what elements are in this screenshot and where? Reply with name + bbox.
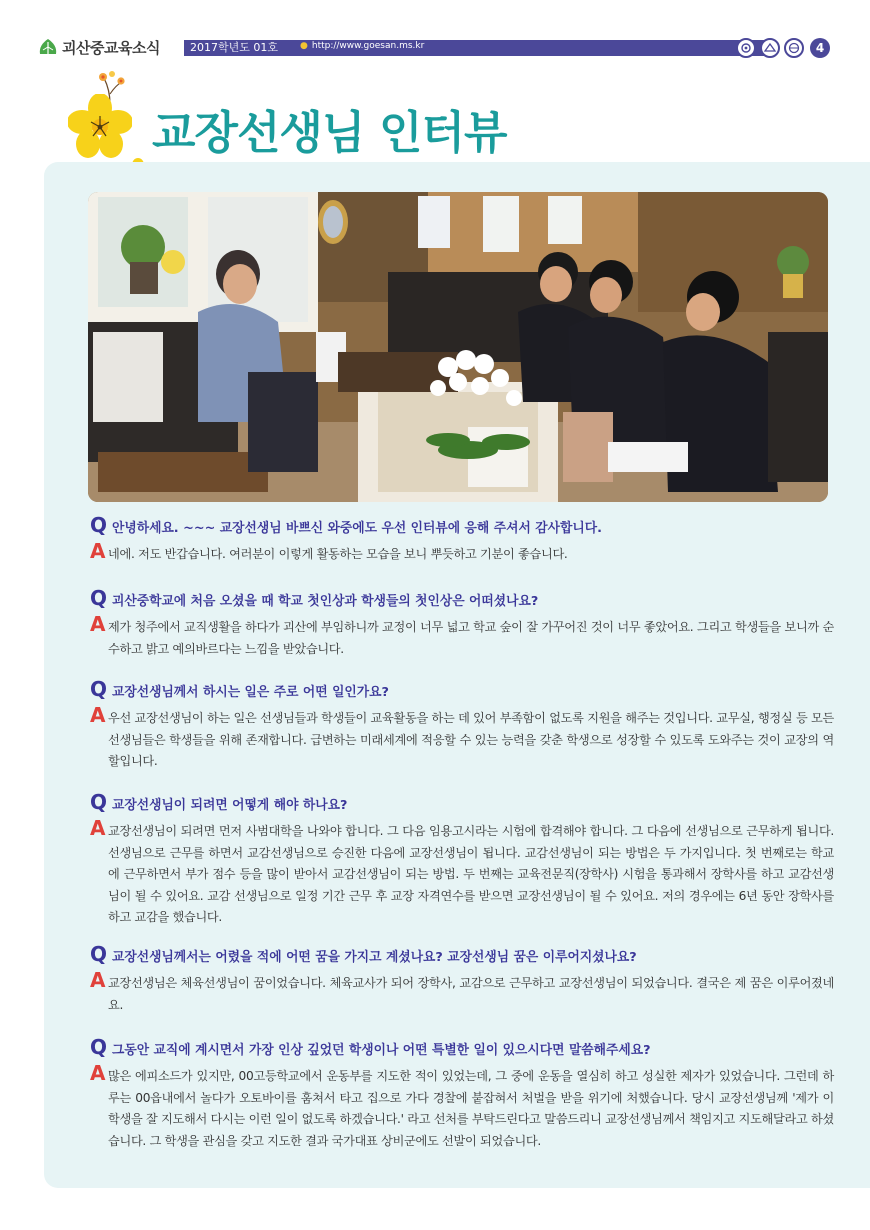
qa-block [90, 513, 834, 566]
page-header [38, 36, 838, 60]
issue-label: 2017학년도 01호 [190, 41, 278, 54]
question-marker: Q [90, 1035, 108, 1059]
qa-block [90, 1035, 834, 1152]
answer: A 네에. 저도 반갑습니다. 여러분이 이렇게 활동하는 모습을 보니 뿌듯하고 기분이 좋습니다. [90, 539, 568, 563]
website-url: ● http://www.goesan.ms.kr [300, 41, 425, 51]
question: Q 교장선생님이 되려면 어떻게 해야 하나요? [90, 790, 348, 814]
answer: A 많은 에피소드가 있지만, 00고등학교에서 운동부를 지도한 적이 있었는데, 그 중에 운동을 열심히 하고 성실한 제자가 있었습니다. 그런데 하루는 00읍내에서 놀다가 오토바이를 훔쳐서 타고 집으로 가다 경찰에 붙잡혀서 처벌을 받을 위기에 처했습니다. 당시 교장선생님께 '제가 이 학생을 잘 지도해서 다시는 이런 일이 없도록 하겠습니다.' 라고 선처를 부탁드린다고 말씀드리니 교장선생님께서 책임지고 지도해달라고 하셨습니다. 그 학생을 관심을 갖고 지도한 결과 국가대표 상비군에도 선발이 되었습니다. [90, 1061, 834, 1148]
newsletter-brand: 괴산중교육소식 [62, 39, 160, 57]
yellow-flower-icon [68, 94, 132, 158]
question: Q 교장선생님께서는 어렸을 적에 어떤 꿈을 가지고 계셨나요? 교장선생님 꿈은 이루어지셨나요? [90, 942, 637, 966]
answer-marker: A [90, 816, 106, 840]
answer-marker: A [90, 703, 106, 727]
answer-marker: A [90, 612, 106, 636]
answer: A 교장선생님은 체육선생님이 꿈이었습니다. 체육교사가 되어 장학사, 교감으로 근무하고 교장선생님이 되었습니다. 결국은 제 꿈은 이루어졌네요. [90, 968, 834, 1012]
answer-marker: A [90, 968, 106, 992]
page-title: 교장선생님 인터뷰 [152, 106, 507, 159]
question-marker: Q [90, 513, 108, 537]
question-marker: Q [90, 942, 108, 966]
qa-block [90, 677, 834, 773]
answer: A 제가 청주에서 교직생활을 하다가 괴산에 부임하니까 교정이 너무 넓고 학교 숲이 잘 가꾸어진 것이 너무 좋았어요. 그리고 학생들을 보니까 순수하고 밝고 예의바르다는 느낌을 받았습니다. [90, 612, 834, 656]
question-marker: Q [90, 586, 108, 610]
question: Q 괴산중학교에 처음 오셨을 때 학교 첫인상과 학생들의 첫인상은 어떠셨나요? [90, 586, 539, 610]
qa-block [90, 942, 834, 1016]
question-marker: Q [90, 677, 108, 701]
qa-block [90, 790, 834, 929]
page-number: 4 [810, 38, 830, 58]
education-emblem-icon [760, 38, 780, 58]
answer: A 우선 교장선생님이 하는 일은 선생님들과 학생들이 교육활동을 하는 데 있어 부족함이 없도록 지원을 해주는 것입니다. 교무실, 행정실 등 모든 선생님들은 학생들을 위해 존재합니다. 급변하는 미래세계에 적응할 수 있는 능력을 갖춘 학생으로 성장할 수 있도록 도와주는 것이 교장의 역할입니다. [90, 703, 834, 768]
school-emblem-icon [736, 38, 756, 58]
question: Q 그동안 교직에 계시면서 가장 인상 깊었던 학생이나 어떤 특별한 일이 있으시다면 말씀해주세요? [90, 1035, 651, 1059]
leaf-logo-icon [38, 38, 58, 56]
answer: A 교장선생님이 되려면 먼저 사범대학을 나와야 합니다. 그 다음 임용고시라는 시험에 합격해야 합니다. 그 다음에 선생님으로 근무하게 됩니다. 선생님으로 근무를 하면서 교감선생님으로 승진한 다음에 교장선생님이 됩니다. 교감선생님이 되는 방법은 두 가지입니다. 첫 번째로는 학교에 근무하면서 부가 점수 등을 많이 받아서 교감선생님이 되는 방법. 두 번째는 교육전문직(장학사) 시험을 통과해서 장학사를 하고 교감선생님이 될 수 있어요. 교감 선생님으로 일정 기간 근무 후 교장 자격연수를 받으면 교장선생님이 될 수 있어요. 저의 경우에는 6년 동안 장학사를 하고 교감을 했습니다. [90, 816, 834, 924]
qa-block [90, 586, 834, 660]
bullet-dot-icon: ● [300, 41, 308, 51]
answer-marker: A [90, 1061, 106, 1085]
globe-emblem-icon [784, 38, 804, 58]
interview-photo [88, 192, 828, 502]
answer-marker: A [90, 539, 106, 563]
question: Q 교장선생님께서 하시는 일은 주로 어떤 일인가요? [90, 677, 389, 701]
question-marker: Q [90, 790, 108, 814]
question: Q 안녕하세요. ~~~ 교장선생님 바쁘신 와중에도 우선 인터뷰에 응해 주셔서 감사합니다. [90, 513, 602, 537]
